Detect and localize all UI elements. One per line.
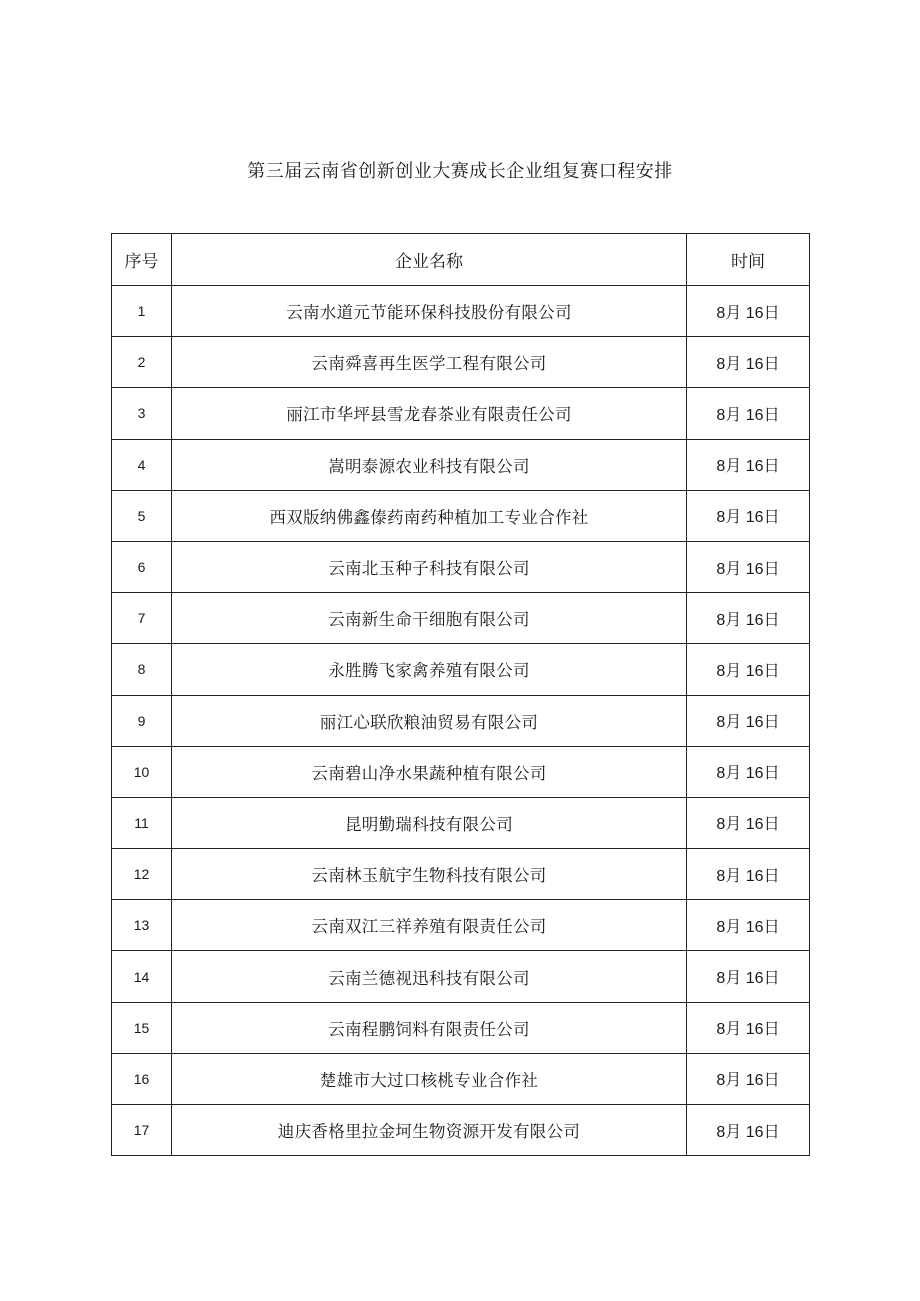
row-time: 8月 16日: [687, 1002, 810, 1053]
header-time: 时间: [687, 234, 810, 286]
row-no: 9: [112, 695, 172, 746]
row-no: 11: [112, 797, 172, 848]
row-no: 13: [112, 900, 172, 951]
row-company-name: 迪庆香格里拉金坷生物资源开发有限公司: [172, 1105, 687, 1156]
table-row: [112, 951, 810, 1002]
row-no: 15: [112, 1002, 172, 1053]
table-row: [112, 746, 810, 797]
row-time: 8月 16日: [687, 388, 810, 439]
row-no: 3: [112, 388, 172, 439]
row-no: 12: [112, 849, 172, 900]
table-row: [112, 337, 810, 388]
row-no: 6: [112, 541, 172, 592]
row-no: 4: [112, 439, 172, 490]
row-company-name: 云南水道元节能环保科技股份有限公司: [172, 286, 687, 337]
row-no: 17: [112, 1105, 172, 1156]
row-time: 8月 16日: [687, 1053, 810, 1104]
row-time: 8月 16日: [687, 439, 810, 490]
table-row: [112, 490, 810, 541]
row-time: 8月 16日: [687, 541, 810, 592]
table-row: [112, 593, 810, 644]
row-no: 14: [112, 951, 172, 1002]
row-time: 8月 16日: [687, 849, 810, 900]
row-time: 8月 16日: [687, 797, 810, 848]
row-company-name: 永胜腾飞家禽养殖有限公司: [172, 644, 687, 695]
row-company-name: 楚雄市大过口核桃专业合作社: [172, 1053, 687, 1104]
row-time: 8月 16日: [687, 900, 810, 951]
row-company-name: 云南舜喜再生医学工程有限公司: [172, 337, 687, 388]
row-no: 16: [112, 1053, 172, 1104]
row-time: 8月 16日: [687, 286, 810, 337]
schedule-table: [111, 233, 810, 1156]
page-title: 第三届云南省创新创业大赛成长企业组复赛口程安排: [247, 161, 673, 182]
row-time: 8月 16日: [687, 695, 810, 746]
row-company-name: 云南北玉种子科技有限公司: [172, 541, 687, 592]
table-row: [112, 900, 810, 951]
row-time: 8月 16日: [687, 490, 810, 541]
row-no: 7: [112, 593, 172, 644]
row-no: 10: [112, 746, 172, 797]
table-row: [112, 1002, 810, 1053]
row-company-name: 丽江心联欣粮油贸易有限公司: [172, 695, 687, 746]
row-company-name: 云南程鹏饲料有限责任公司: [172, 1002, 687, 1053]
row-company-name: 西双版纳佛鑫傣药南药种植加工专业合作社: [172, 490, 687, 541]
table-row: [112, 541, 810, 592]
table-header-row: [112, 234, 810, 286]
table-row: [112, 1053, 810, 1104]
row-company-name: 昆明勤瑞科技有限公司: [172, 797, 687, 848]
row-company-name: 云南双江三祥养殖有限责任公司: [172, 900, 687, 951]
table-row: [112, 797, 810, 848]
row-company-name: 云南新生命干细胞有限公司: [172, 593, 687, 644]
row-time: 8月 16日: [687, 644, 810, 695]
row-time: 8月 16日: [687, 746, 810, 797]
row-time: 8月 16日: [687, 337, 810, 388]
row-time: 8月 16日: [687, 951, 810, 1002]
row-company-name: 云南碧山净水果蔬种植有限公司: [172, 746, 687, 797]
row-time: 8月 16日: [687, 1105, 810, 1156]
table-row: [112, 849, 810, 900]
header-no: 序号: [112, 234, 172, 286]
table-row: [112, 439, 810, 490]
row-company-name: 云南林玉航宇生物科技有限公司: [172, 849, 687, 900]
row-no: 5: [112, 490, 172, 541]
table-row: [112, 286, 810, 337]
row-company-name: 嵩明泰源农业科技有限公司: [172, 439, 687, 490]
table-row: [112, 388, 810, 439]
row-no: 1: [112, 286, 172, 337]
row-time: 8月 16日: [687, 593, 810, 644]
row-no: 8: [112, 644, 172, 695]
row-company-name: 云南兰德视迅科技有限公司: [172, 951, 687, 1002]
header-company-name: 企业名称: [172, 234, 687, 286]
row-no: 2: [112, 337, 172, 388]
table-row: [112, 695, 810, 746]
table-row: [112, 1105, 810, 1156]
row-company-name: 丽江市华坪县雪龙春茶业有限责任公司: [172, 388, 687, 439]
table-row: [112, 644, 810, 695]
